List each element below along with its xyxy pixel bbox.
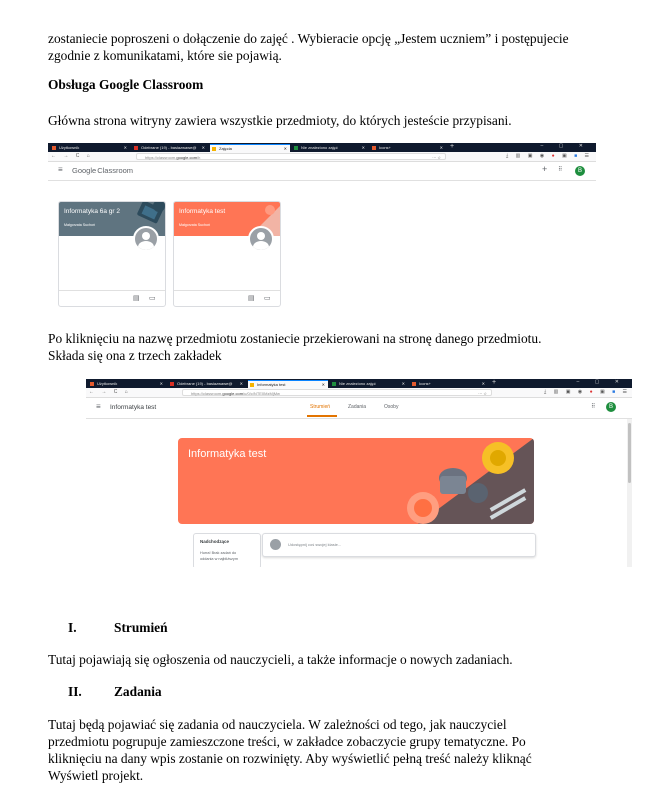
paragraph-subject-page	[48, 330, 618, 364]
browser-tab-active[interactable]: Zajęcia ✕	[210, 144, 290, 152]
screenshot-classroom-home	[48, 143, 596, 307]
text-line: Składa się ona z trzech zakładek	[48, 348, 222, 363]
browser-tab-active[interactable]: Informatyka test ✕	[248, 380, 328, 388]
browser-tab[interactable]: Icons+ ✕	[410, 380, 488, 388]
bookmark-star-icon[interactable]: ··· ☆	[478, 391, 487, 396]
text-line: przedmiotu pogrupuje zamieszczone treści, w zakładce zobaczycie grupy tematyczne. Po	[48, 734, 526, 749]
paragraph-classwork	[48, 716, 618, 784]
tab-favicon-icon	[412, 382, 416, 386]
window-controls-icon[interactable]: – ▢ ✕	[576, 379, 626, 385]
share-placeholder[interactable]: Udostępnij coś swojej klasie...	[288, 542, 342, 547]
card-title[interactable]: Informatyka 6a gr 2	[64, 208, 120, 215]
paragraph-main-page: Główna strona witryny zawiera wszystkie przedmioty, do których jesteście przypisani.	[48, 113, 512, 128]
teacher-avatar	[133, 226, 159, 252]
scrollbar-thumb[interactable]	[628, 423, 631, 483]
browser-tab[interactable]: Użytkownik ✕	[88, 380, 166, 388]
classroom-favicon-icon	[250, 383, 254, 387]
card-footer	[59, 290, 165, 306]
upcoming-title: Nadchodzące	[200, 539, 230, 544]
class-card[interactable]	[173, 201, 281, 307]
new-tab-icon[interactable]: +	[450, 143, 455, 150]
window-controls-icon[interactable]: – ▢ ✕	[540, 143, 590, 149]
course-title[interactable]: Informatyka test	[110, 404, 157, 411]
course-header	[86, 398, 632, 419]
card-title[interactable]: Informatyka test	[179, 208, 226, 215]
tab-classwork[interactable]: Zadania	[348, 404, 367, 410]
card-teacher: Małgorzata Suchoń	[179, 223, 210, 227]
screenshot-course-page	[86, 379, 632, 567]
text-line: kliknięciu na dany wpis zostanie on rozwinięty. Aby wyświetlić pełną treść należy kliknąć	[48, 751, 532, 766]
classroom-favicon-icon	[294, 146, 298, 150]
browser-navbar	[86, 388, 632, 398]
banner-title: Informatyka test	[188, 448, 267, 460]
assignments-icon[interactable]: ▤	[248, 295, 255, 302]
course-banner	[178, 438, 534, 524]
card-footer	[174, 290, 280, 306]
tab-stream[interactable]: Strumień	[310, 404, 331, 410]
upcoming-panel	[193, 533, 261, 567]
section-number: I.	[68, 620, 77, 635]
classroom-header	[48, 162, 596, 181]
apps-grid-icon[interactable]: ⠿	[591, 404, 596, 410]
text-line: Wyświetl projekt.	[48, 768, 144, 783]
gmail-icon	[134, 146, 138, 150]
section-title: Zadania	[114, 684, 162, 699]
paragraph-stream: Tutaj pojawiają się ogłoszenia od nauczycieli, a także informacje o nowych zadaniach.	[48, 652, 513, 667]
class-card[interactable]	[58, 201, 166, 307]
paragraph-join	[48, 30, 618, 64]
url-bar[interactable]: https://classroom.google.com/u/0/c/NTE0MzMjMw ··· ☆	[182, 389, 492, 396]
account-avatar[interactable]: B	[575, 166, 585, 176]
nav-arrows-icon[interactable]: ← → C ⌂	[51, 153, 93, 159]
assignments-icon[interactable]: ▤	[133, 295, 140, 302]
classroom-favicon-icon	[212, 147, 216, 151]
browser-tab[interactable]: Icons+ ✕	[370, 144, 446, 152]
url-bar[interactable]: https://classroom.google.com/h ··· ☆	[136, 153, 446, 160]
browser-tab[interactable]: Odebrane (19) - basiazwawe@ ✕	[168, 380, 246, 388]
active-tab-indicator	[307, 415, 337, 417]
toolbar-extensions-icon[interactable]: ⤓ ▥ ▣ ◉ ● ▣ ■ ☰	[506, 153, 593, 159]
classroom-favicon-icon	[332, 382, 336, 386]
banner-illustration-icon	[378, 438, 534, 524]
tab-favicon-icon	[372, 146, 376, 150]
section-title: Strumień	[114, 620, 168, 635]
classroom-logo: GoogleClassroom	[72, 166, 134, 175]
text-line: zostaniecie poproszeni o dołączenie do zajęć . Wybieracie opcję „Jestem uczniem” i postępujecie	[48, 31, 569, 46]
share-post-box[interactable]	[262, 533, 536, 557]
browser-tab[interactable]: Użytkownik ✕	[50, 144, 130, 152]
new-tab-icon[interactable]: +	[492, 379, 497, 386]
browser-tab[interactable]: Nie znaleziono zajęć ✕	[292, 144, 368, 152]
tab-favicon-icon	[52, 146, 56, 150]
teacher-avatar	[248, 226, 274, 252]
tab-favicon-icon	[90, 382, 94, 386]
section-heading: Obsługa Google Classroom	[48, 77, 204, 92]
nav-arrows-icon[interactable]: ← → C ⌂	[89, 389, 131, 395]
browser-navbar	[48, 152, 596, 162]
tab-people[interactable]: Osoby	[384, 404, 399, 410]
bookmark-star-icon[interactable]: ··· ☆	[432, 155, 441, 160]
account-avatar[interactable]: B	[606, 402, 616, 412]
browser-tabbar	[86, 379, 632, 388]
folder-icon[interactable]: ▭	[149, 295, 156, 302]
upcoming-text: oddania w najbliższym	[200, 557, 238, 561]
upcoming-text: Hurra! Brak zadań do	[200, 551, 237, 555]
gmail-icon	[170, 382, 174, 386]
user-avatar	[270, 539, 281, 550]
add-class-icon[interactable]: +	[542, 164, 548, 174]
browser-tab[interactable]: Nie znaleziono zajęć ✕	[330, 380, 408, 388]
text-line: zgodnie z komunikatami, które sie pojawią.	[48, 48, 282, 63]
menu-icon[interactable]: ≡	[96, 402, 101, 411]
text-line: Po kliknięciu na nazwę przedmiotu zostaniecie przekierowani na stronę danego przedmiotu.	[48, 331, 542, 346]
apps-grid-icon[interactable]: ⠿	[558, 167, 563, 173]
text-line: Tutaj będą pojawiać się zadania od nauczyciela. W zależności od tego, jak nauczyciel	[48, 717, 507, 732]
browser-tabbar	[48, 143, 596, 152]
card-teacher: Małgorzata Suchoń	[64, 223, 95, 227]
toolbar-extensions-icon[interactable]: ⤓ ▥ ▣ ◉ ● ▣ ■ ☰	[544, 389, 631, 395]
scrollbar[interactable]	[627, 419, 632, 567]
menu-icon[interactable]: ≡	[58, 165, 63, 174]
browser-tab[interactable]: Odebrane (19) - basiazwawe@ ✕	[132, 144, 208, 152]
folder-icon[interactable]: ▭	[264, 295, 271, 302]
section-number: II.	[68, 684, 82, 699]
